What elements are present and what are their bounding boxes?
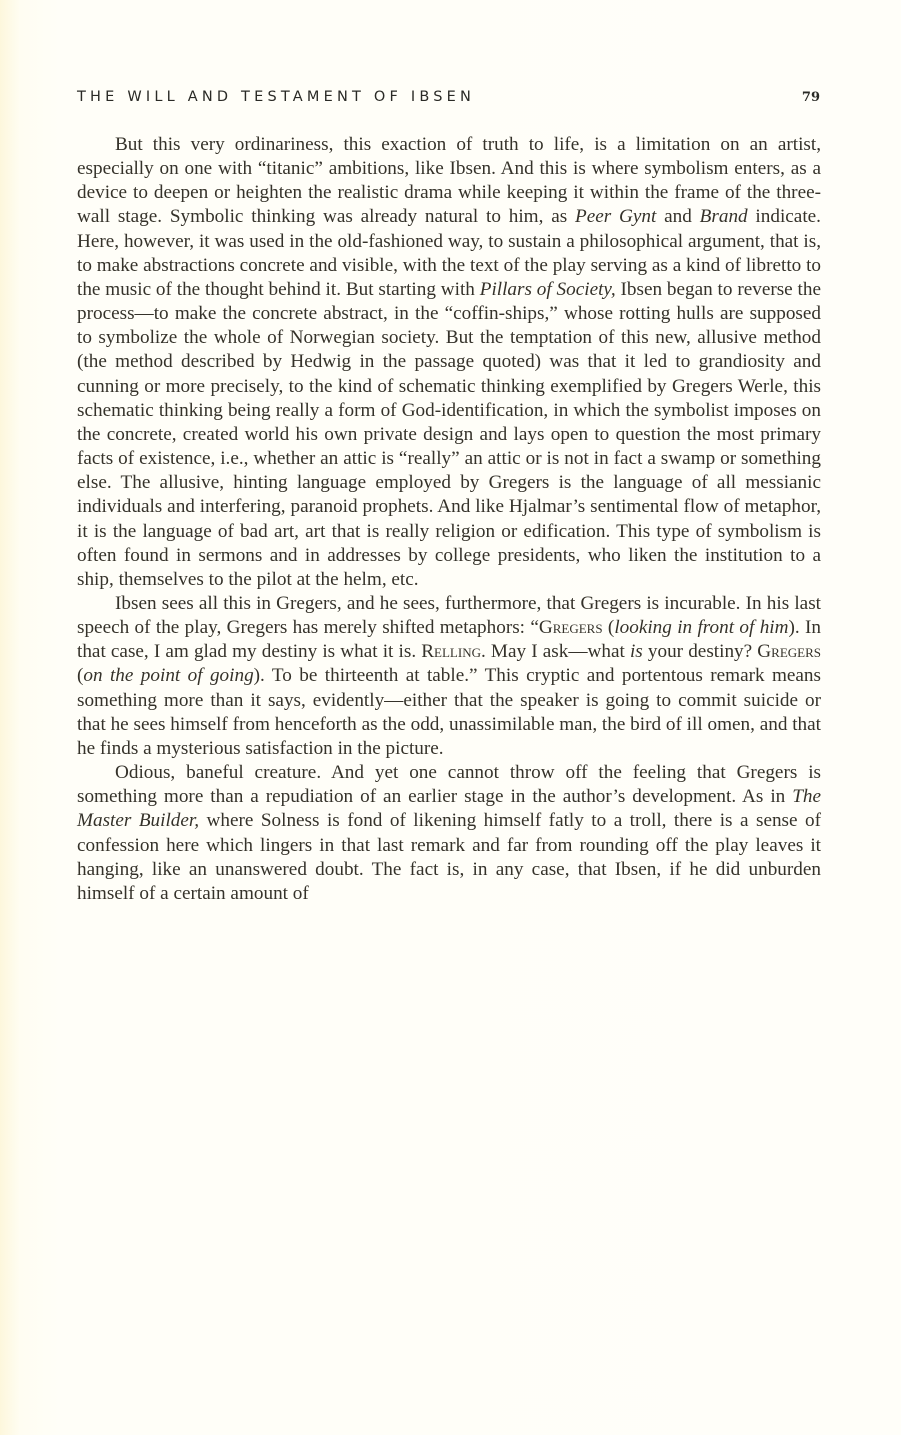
- text-run: (: [602, 617, 615, 639]
- running-title: THE WILL AND TESTAMENT OF IBSEN: [77, 89, 476, 105]
- page-number: 79: [801, 90, 820, 105]
- speaker-name: Gregers: [757, 641, 821, 663]
- text-run: and: [656, 206, 700, 228]
- italic-run: Peer Gynt: [575, 206, 657, 228]
- speaker-name: Gregers: [538, 617, 603, 639]
- text-run: indicate. Here, however, it was used in the old-fashioned way, to sustain a philosophical argument, that is, to make abstractions concrete and visible, with the text of the play serving as a kind of libretto to the music of the thought behind it. But starting with: [77, 206, 821, 300]
- text-run: Ibsen sees all this in Gregers, and he sees, furthermore, that Gregers is incurable. In his last speech of the play, Gregers has merely shifted metaphors: “: [77, 592, 821, 639]
- text-run: your destiny?: [642, 641, 758, 663]
- body-text: [77, 133, 821, 906]
- text-run: Odious, baneful creature. And yet one cannot throw off the feeling that Gregers is something more than a repudiation of an earlier stage in the author’s development. As in: [77, 762, 821, 808]
- italic-run: The Master Builder,: [77, 786, 821, 832]
- paragraph: [77, 133, 821, 592]
- italic-run: is: [629, 641, 643, 663]
- italic-run: looking in front of him: [614, 617, 789, 639]
- text-run: But this very ordinariness, this exaction of truth to life, is a limitation on an artist, especially on one with “titanic” ambitions, like Ibsen. And this is where symbolism enters, as a device to deepen or heighten the realistic drama while keeping it within the frame of the three-wall stage. Symbolic thinking was already natural to him, as: [77, 134, 821, 228]
- text-run: where Solness is fond of likening himself fatly to a troll, there is a sense of confession here which lingers in that last remark and far from rounding off the play leaves it hanging, like an unanswered doubt. The fact is, in any case, that Ibsen, if he did unburden himself of a certain amount of: [77, 810, 821, 904]
- text-run: Ibsen began to reverse the process—to make the concrete abstract, in the “coffin-ships,” whose rotting hulls are supposed to symbolize the whole of Norwegian society. But the temptation of this new, allusive method (the method described by Hedwig in the passage quoted) was that it led to grandiosity and cunning or more precisely, to the kind of schematic thinking exemplified by Gregers Werle, this schematic thinking being really a form of God-identification, in which the symbolist imposes on the concrete, created world his own private design and lays open to question the most primary facts of existence, i.e., whether an attic is “really” an attic or is not in fact a swamp or something else. The allusive, hinting language employed by Gregers is the language of all messianic individuals and interfering, paranoid prophets. And like Hjalmar’s sentimental flow of metaphor, it is the language of bad art, art that is really religion or edification. This type of symbolism is often found in sermons and in addresses by college presidents, who liken the institution to a ship, themselves to the pilot at the helm, etc.: [77, 278, 821, 590]
- text-run: (: [77, 665, 84, 687]
- paragraph: [77, 592, 821, 761]
- italic-run: Brand: [699, 206, 748, 228]
- text-run: . May I ask—what: [480, 641, 630, 663]
- text-run: ). In that case, I am glad my destiny is what it is.: [77, 617, 821, 663]
- speaker-name: Relling: [421, 641, 481, 663]
- running-head: [77, 89, 820, 105]
- paragraph: [77, 761, 821, 906]
- italic-run: on the point of going: [83, 665, 254, 687]
- text-run: ). To be thirteenth at table.” This cryptic and portentous remark means something more than it says, evidently—either that the speaker is going to commit suicide or that he sees himself from henceforth as the odd, unassimilable man, the bird of ill omen, and that he finds a mysterious satisfaction in the picture.: [77, 665, 821, 759]
- italic-run: Pillars of Society,: [479, 278, 616, 300]
